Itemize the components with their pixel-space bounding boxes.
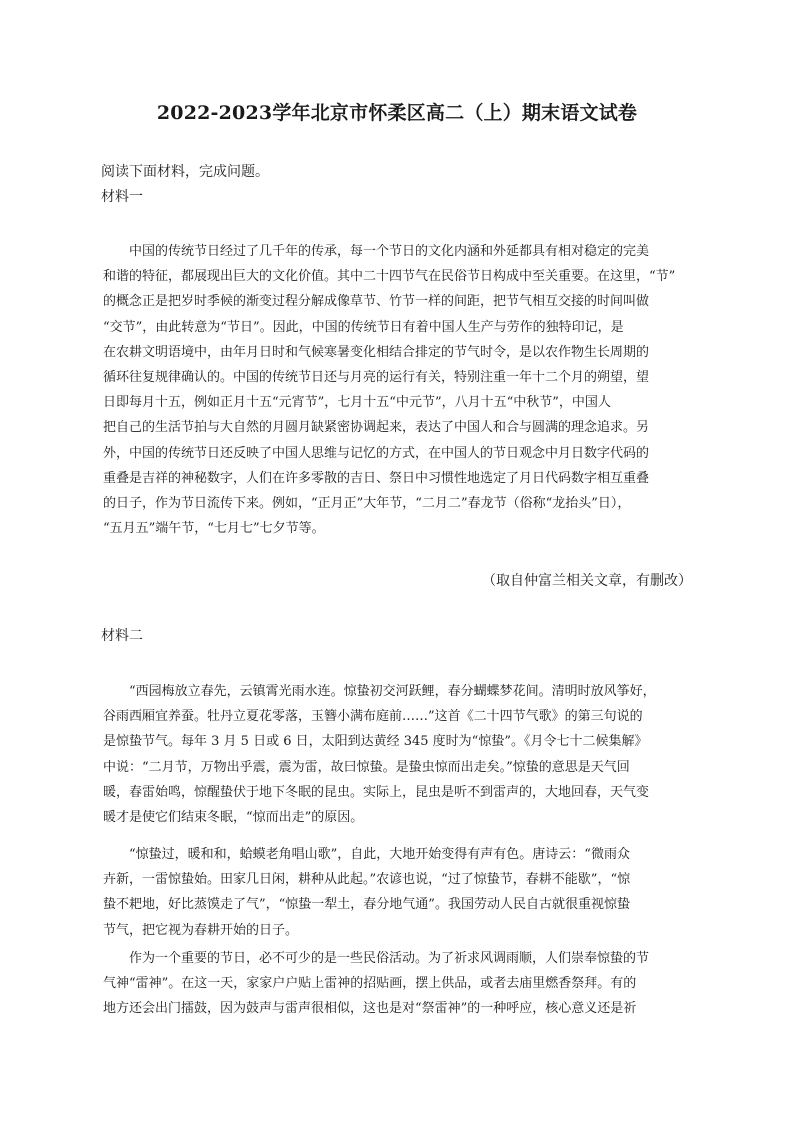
text-line: “交节”，由此转意为“节日”。因此，中国的传统节日有着中国人生产与劳作的独特印记，是: [103, 319, 624, 335]
text-line: 日即每月十五，例如正月十五“元宵节”，七月十五“中元节”，八月十五“中秋节”，中国人: [103, 395, 611, 411]
material-one-label: 材料一: [101, 189, 143, 205]
material-one-paragraph: [103, 239, 693, 541]
material-two-label: 材料二: [101, 628, 143, 644]
text-line: 中国的传统节日经过了几千年的传承，每一个节日的文化内涵和外延都具有相对稳定的完美: [103, 244, 650, 259]
text-line: 的概念正是把岁时季候的渐变过程分解成像草节、竹节一样的间距，把节气相互交接的时间叫做: [103, 294, 650, 310]
text-line: 循环往复规律确认的。中国的传统节日还与月亮的运行有关，特别注重一年十二个月的朔望，望: [103, 370, 650, 386]
text-line: 外，中国的传统节日还反映了中国人思维与记忆的方式，在中国人的节日观念中月日数字代码的: [103, 445, 650, 461]
text-line: 中说：“二月节，万物出乎震，震为雷，故曰惊蛰。是蛰虫惊而出走矣。”惊蛰的意思是天气回: [103, 759, 630, 775]
text-line: 作为一个重要的节日，必不可少的是一些民俗活动。为了祈求风调雨顺，人们崇奉惊蛰的节: [103, 951, 650, 966]
page-title: 2022-2023学年北京市怀柔区高二（上）期末语文试卷: [156, 102, 638, 124]
text-line: “西园梅放立春先，云镇霄光雨水连。惊蛰初交河跃鲤，春分蝴蝶梦花间。清明时放风筝好，: [103, 684, 656, 699]
text-line: 在农耕文明语境中，由年月日时和气候寒暑变化相结合排定的节气时令，是以农作物生长周期的: [103, 344, 650, 360]
text-line: 和谐的特征，都展现出巨大的文化价值。其中二十四节气在民俗节日构成中至关重要。在这里，“节”: [103, 269, 676, 285]
material-one-source: （取自仲富兰相关文章，有删改）: [482, 573, 692, 589]
material-two-paragraph-2: [103, 842, 693, 943]
text-line: 地方还会出门擂鼓，因为鼓声与雷声很相似，这也是对“祭雷神”的一种呼应，核心意义还是祈: [103, 1001, 637, 1017]
text-line: 卉新，一雷惊蛰始。田家几日闲，耕种从此起。”农谚也说，“过了惊蛰节，春耕不能歇”，“惊: [103, 872, 631, 888]
text-line: 的日子，作为节日流传下来。例如，“正月正”大年节，“二月二”春龙节（俗称“龙抬头”日），: [103, 496, 631, 512]
text-line: “五月五”端午节，“七月七”七夕节等。: [103, 521, 325, 537]
text-line: 是惊蛰节气。每年 3 月 5 日或 6 日，太阳到达黄经 345 度时为“惊蛰”。《月令七十二候集解》: [103, 734, 648, 750]
text-line: 暖才是使它们结束冬眠，“惊而出走”的原因。: [103, 810, 364, 826]
text-line: 节气，把它视为春耕开始的日子。: [103, 922, 299, 938]
reading-instruction: 阅读下面材料，完成问题。: [101, 164, 269, 180]
text-line: 暖，春雷始鸣，惊醒蛰伏于地下冬眠的昆虫。实际上，昆虫是听不到雷声的，大地回春，天气变: [103, 784, 650, 800]
material-two-paragraph-1: [103, 679, 693, 830]
text-line: 蛰不耙地，好比蒸馍走了气”，“惊蛰一犁土，春分地气通”。我国劳动人民自古就很重视惊蛰: [103, 897, 630, 913]
text-line: 气神“雷神”。在这一天，家家户户贴上雷神的招贴画，摆上供品，或者去庙里燃香祭拜。有的: [103, 976, 637, 992]
material-two-paragraph-3: [103, 946, 693, 1022]
text-line: 谷雨西厢宜养蚕。牡丹立夏花零落，玉簪小满布庭前……”这首《二十四节气歌》的第三句说的: [103, 709, 643, 725]
text-line: 把自己的生活节拍与大自然的月圆月缺紧密协调起来，表达了中国人和合与圆满的理念追求。另: [103, 420, 650, 436]
text-line: 重叠是吉祥的神秘数字，人们在许多零散的吉日、祭日中习惯性地选定了月日代码数字相互重叠: [103, 470, 650, 486]
text-line: “惊蛰过，暖和和，蛤蟆老角唱山歌”，自此，大地开始变得有声有色。唐诗云：“微雨众: [103, 847, 630, 862]
